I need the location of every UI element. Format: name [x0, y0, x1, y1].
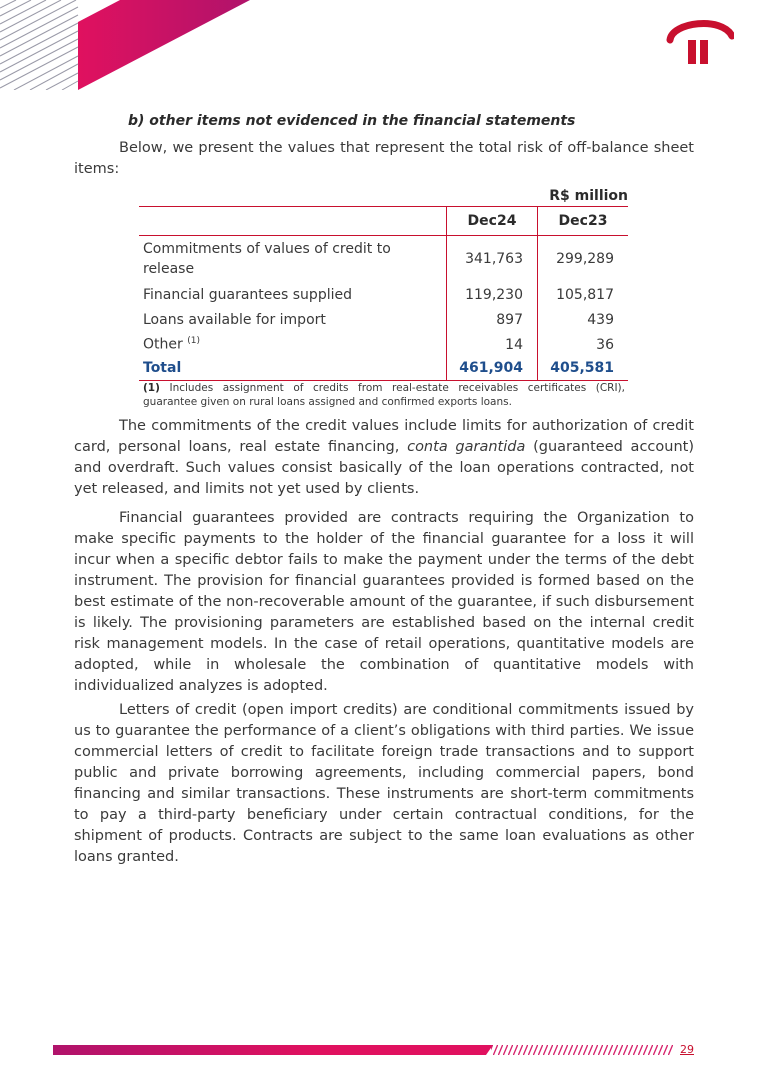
footer-gradient-bar: [53, 1044, 703, 1056]
table-footnote: [143, 381, 625, 409]
footnote-marker: (1): [143, 382, 160, 394]
table-row: [139, 282, 628, 307]
paragraph-text: The commitments of the credit values include limits for authorization of credit card, personal loans, real estate financing,: [74, 418, 694, 455]
header-label-cell: [139, 207, 447, 236]
bradesco-logo-icon: [666, 14, 734, 66]
row-value-dec23: 299,289: [556, 251, 614, 267]
table-row: [139, 332, 628, 357]
row-label: Financial guarantees supplied: [139, 282, 447, 307]
row-label: Other: [143, 336, 183, 353]
off-balance-table: [139, 186, 628, 381]
row-label-cell: [139, 332, 447, 357]
corner-stripes-decoration: [0, 0, 250, 90]
paragraph-text: Financial guarantees provided are contracts requiring the Organization to make specific payments to the holder of the financial guarantee for a loss it will incur when a specific debtor fails to make the payment under the terms of the debt instrument. The provision for financial guarantees provided is formed based on the best estimate of the non-recoverable amount of the guarantee, if such disbursement is likely. The provisioning parameters are established based on the internal credit risk management models. In the case of retail operations, quantitative models are adopted, while in wholesale the combination of quantitative models with individualized analyzes is adopted.: [74, 510, 694, 694]
intro-text: Below, we present the values that represent the total risk of off-balance sheet items:: [74, 140, 694, 177]
table-row: [139, 236, 628, 283]
paragraph-italic-text: conta garantida: [407, 439, 526, 455]
section-title: b) other items not evidenced in the financial statements: [128, 113, 576, 129]
footnote-text: Includes assignment of credits from real-estate receivables certificates (CRI), guarantee given on rural loans assigned and confirmed exports loans.: [143, 382, 625, 408]
paragraph-letters-of-credit: [74, 700, 694, 868]
row-value-dec24: 897: [447, 307, 538, 332]
total-value-dec23: 405,581: [538, 357, 629, 380]
row-value-dec23: 105,817: [556, 286, 614, 303]
paragraph-text: (guaranteed account) and overdraft. Such values consist basically of the loan operations contracted, not yet released, and limits not yet used by clients.: [74, 439, 694, 497]
total-row: [139, 357, 628, 380]
footnote-marker: (1): [187, 336, 200, 347]
column-header-dec24: Dec24: [447, 207, 538, 236]
column-header-dec23: Dec23: [538, 207, 629, 236]
row-value-dec23: 439: [587, 311, 614, 328]
table-unit: R$ million: [549, 188, 628, 204]
row-label: Loans available for import: [139, 307, 447, 332]
paragraph-guarantees: [74, 508, 694, 697]
table-row: [139, 307, 628, 332]
row-value-dec24: 14: [447, 332, 538, 357]
page-number: 29: [680, 1043, 694, 1056]
row-value-dec23: 36: [596, 336, 614, 353]
intro-paragraph: [74, 138, 694, 180]
row-label: Commitments of values of credit to release: [139, 236, 447, 283]
total-label: Total: [139, 357, 447, 380]
row-value-dec24: 119,230: [447, 282, 538, 307]
paragraph-commitments: [74, 416, 694, 500]
row-value-dec24: 341,763: [447, 236, 538, 283]
total-value-dec24: 461,904: [447, 357, 538, 380]
paragraph-text: Letters of credit (open import credits) are conditional commitments issued by us to guarantee the performance of a client’s obligations with third parties. We issue commercial letters of credit to facilitate foreign trade transactions and to support public and private borrowing agreements, including commercial papers, bond financing and similar transactions. These instruments are short-term commitments to pay a third-party beneficiary under certain contractual conditions, for the shipment of products. Contracts are subject to the same loan evaluations as other loans granted.: [74, 702, 694, 865]
